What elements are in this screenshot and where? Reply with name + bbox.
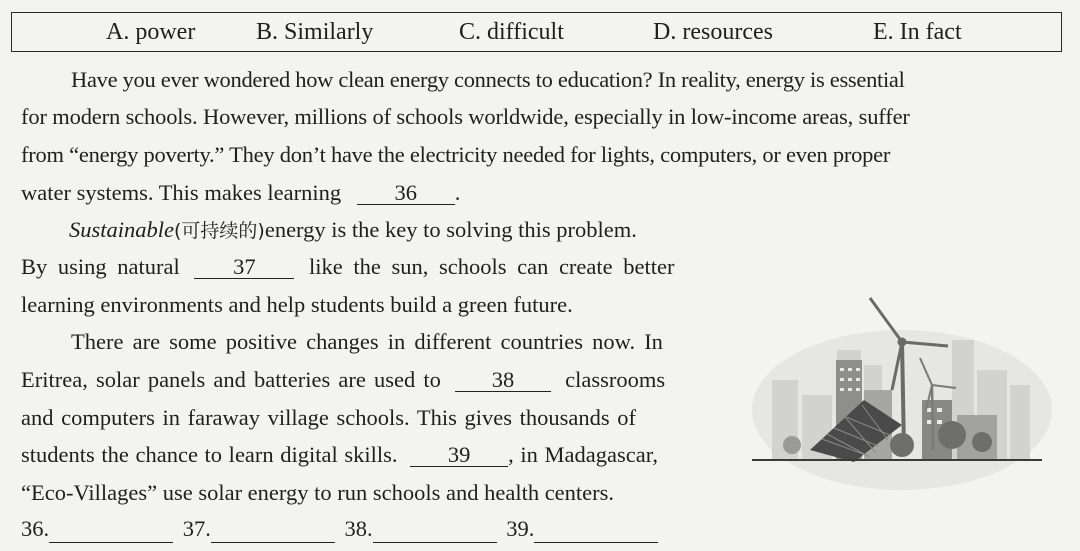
green-energy-illustration	[752, 250, 1052, 500]
p1-line3: from “energy poverty.” They don’t have the electricity needed for lights, computers, or even proper	[21, 142, 891, 167]
blank-38[interactable]: 38	[455, 369, 551, 392]
answer-line-37[interactable]	[211, 516, 335, 543]
p1-line2: for modern schools. However, millions of schools worldwide, especially in low-income areas, suffer	[21, 104, 910, 129]
option-a: A. power	[106, 19, 196, 45]
p2-line1: Sustainable(可持续的)energy is the key to solving this problem.	[69, 217, 637, 242]
answer-label-39: 39.	[506, 516, 535, 541]
p2-line2: By using natural 37 like the sun, schools can create better	[21, 254, 675, 279]
answer-line-39[interactable]	[534, 516, 658, 543]
p3-line1: There are some positive changes in different countries now. In	[71, 329, 663, 354]
answer-label-37: 37.	[182, 516, 211, 541]
answer-label-38: 38.	[344, 516, 373, 541]
p3-line3: and computers in faraway village schools. This gives thousands of	[21, 405, 636, 430]
answer-row	[21, 516, 658, 543]
options-box	[11, 12, 1062, 52]
p2-line3: learning environments and help students build a green future.	[21, 292, 573, 317]
option-b: B. Similarly	[256, 19, 374, 45]
p3-line5: “Eco-Villages” use solar energy to run schools and health centers.	[21, 480, 615, 505]
option-d: D. resources	[653, 19, 773, 45]
p1-line4: water systems. This makes learning 36 .	[21, 180, 461, 205]
p3-line2: Eritrea, solar panels and batteries are used to 38 classrooms	[21, 367, 666, 392]
p3-line4: students the chance to learn digital skills. 39 , in Madagascar,	[21, 442, 658, 467]
answer-line-38[interactable]	[373, 516, 497, 543]
p1-line1: Have you ever wondered how clean energy connects to education? In reality, energy is essential	[71, 67, 905, 92]
blank-39[interactable]: 39	[410, 444, 508, 467]
blank-37[interactable]: 37	[194, 256, 294, 279]
answer-label-36: 36.	[21, 516, 50, 541]
answer-line-36[interactable]	[49, 516, 173, 543]
blank-36[interactable]: 36	[357, 182, 455, 205]
option-c: C. difficult	[459, 19, 564, 45]
option-e: E. In fact	[873, 19, 962, 45]
